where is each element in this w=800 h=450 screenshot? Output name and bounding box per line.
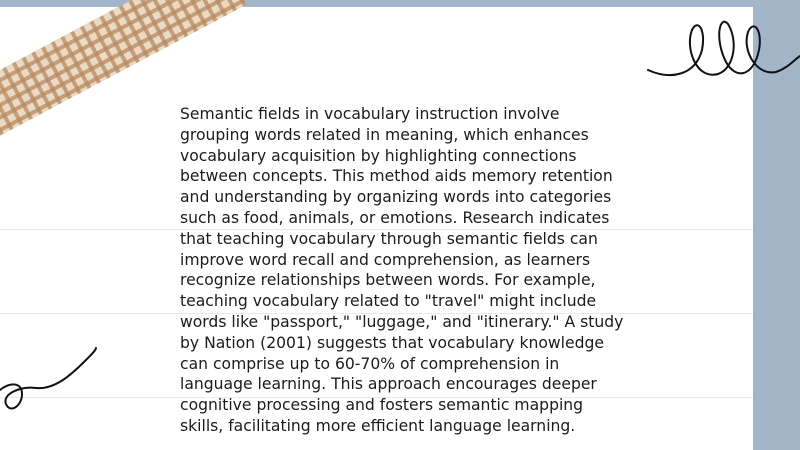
body-paragraph: Semantic fields in vocabulary instruction involve grouping words related in meaning, which enhances vocabulary acquisition by highlighting connections between concepts. This method aids memory retention and understanding by organizing words into categories such as food, animals, or emotions. Research indicates that teaching vocabulary through semantic fields can improve word recall and comprehension, as learners recognize relationships between words. For example, teaching vocabulary related to "travel" might include words like "passport," "luggage," and "itinerary." A study by Nation (2001) suggests that vocabulary knowledge can comprise up to 60-70% of comprehension in language learning. This approach encourages deeper cognitive processing and fosters semantic mapping skills, facilitating more efficient language learning. (180, 105, 624, 435)
curly-loop-doodle-icon (640, 10, 800, 90)
curly-loop-doodle-icon (0, 346, 100, 430)
